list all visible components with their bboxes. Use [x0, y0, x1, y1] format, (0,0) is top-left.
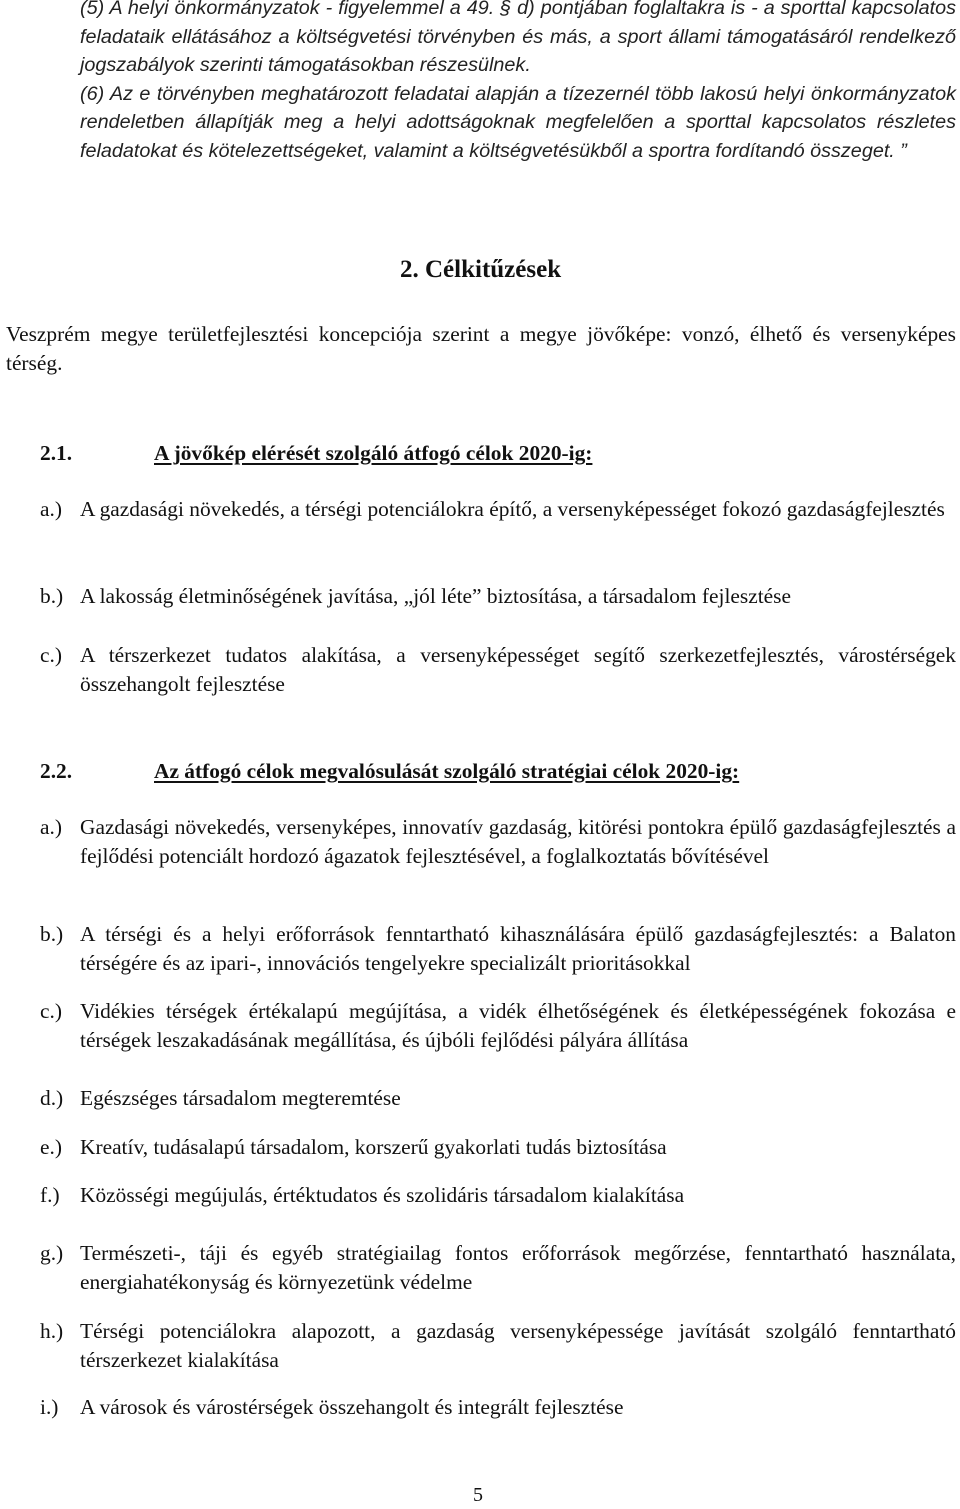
list-item-text: Térségi potenciálokra alapozott, a gazdaság versenyképessége javítását szolgáló fenntartható térszerkezet kialakítása — [80, 1319, 956, 1373]
list-item — [40, 1317, 956, 1375]
list-item — [40, 582, 956, 611]
list-item — [40, 1181, 956, 1210]
list-item-text: Természeti-, táji és egyéb stratégiailag fontos erőforrások megőrzése, fenntartható használata, energiahatékonyság és környezetünk védelme — [80, 1241, 956, 1295]
list-item — [40, 1239, 956, 1297]
list-item-text: A lakosság életminőségének javítása, „jól léte” biztosítása, a társadalom fejlesztése — [80, 584, 791, 608]
subsection-title: Az átfogó célok megvalósulását szolgáló stratégiai célok 2020-ig: — [154, 759, 740, 783]
list-item-text: Gazdasági növekedés, versenyképes, innovatív gazdaság, kitörési pontokra épülő gazdaságfejlesztés a fejlődési potenciált hordozó ágazatok fejlesztésével, a foglalkoztatás bővítésével — [80, 815, 956, 869]
list-item-text: A gazdasági növekedés, a térségi potenciálokra építő, a versenyképességet fokozó gazdaságfejlesztés — [80, 497, 945, 521]
list-item — [40, 997, 956, 1055]
list-item-label: g.) — [40, 1241, 64, 1265]
list-item-text: A városok és várostérségek összehangolt és integrált fejlesztése — [80, 1395, 624, 1419]
section-heading: 2. Célkitűzések — [400, 256, 562, 283]
section-intro: Veszprém megye területfejlesztési koncepciója szerint a megye jövőképe: vonzó, élhető és versenyképes térség. — [6, 322, 956, 375]
list-item-label: b.) — [40, 922, 64, 946]
list-item-label: f.) — [40, 1183, 60, 1207]
list-item — [40, 641, 956, 699]
subsection-title: A jövőkép elérését szolgáló átfogó célok 2020-ig: — [154, 441, 593, 465]
list-item-label: c.) — [40, 999, 62, 1023]
law-quote — [80, 0, 956, 166]
list-item-text: A térszerkezet tudatos alakítása, a versenyképességet segítő szerkezetfejlesztés, várostérségek összehangolt fejlesztése — [80, 643, 956, 697]
list-item — [40, 813, 956, 871]
subsection-number: 2.1. — [40, 441, 73, 465]
list-item-label: a.) — [40, 815, 62, 839]
list-item-label: b.) — [40, 584, 64, 608]
list-item-label: h.) — [40, 1319, 64, 1343]
list-item — [40, 920, 956, 978]
list-item — [40, 1133, 956, 1162]
quote-paragraph-6: (6) Az e törvényben meghatározott feladatai alapján a tízezernél több lakosú helyi önkormányzatok rendeletben állapítják meg a helyi adottságoknak megfelelően a sporttal kapcsolatos részletes feladatokat és kötelezettségeket, valamint a költségvetésükből a sportra fordítandó összeget. ” — [80, 82, 956, 162]
list-item-label: i.) — [40, 1395, 59, 1419]
page-number: 5 — [473, 1484, 483, 1506]
quote-paragraph-5: (5) A helyi önkormányzatok - figyelemmel a 49. § d) pontjában foglaltakra is - a sporttal kapcsolatos feladataik ellátásához a költségvetési törvényben és más, a sport állami támogatásáról rendelkező jogszabályok szerinti támogatásokban részesülnek. — [80, 0, 956, 77]
list-item — [40, 1393, 956, 1422]
list-item-text: Egészséges társadalom megteremtése — [80, 1086, 401, 1110]
list-item-label: a.) — [40, 497, 62, 521]
list-item-text: A térségi és a helyi erőforrások fenntartható kihasználására épülő gazdaságfejlesztés: a Balaton térségére és az ipari-, innovációs tengelyekre specializált prioritásokkal — [80, 922, 956, 976]
list-item — [40, 1084, 956, 1113]
list-item — [40, 495, 956, 524]
list-item-text: Közösségi megújulás, értéktudatos és szolidáris társadalom kialakítása — [80, 1183, 685, 1207]
list-item-text: Kreatív, tudásalapú társadalom, korszerű gyakorlati tudás biztosítása — [80, 1135, 667, 1159]
subsection-number: 2.2. — [40, 759, 73, 783]
list-item-text: Vidékies térségek értékalapú megújítása, a vidék élhetőségének és életképességének fokozása e térségek leszakadásának megállítása, és újbóli fejlődési pályára állítása — [80, 999, 956, 1053]
list-item-label: d.) — [40, 1086, 64, 1110]
list-item-label: c.) — [40, 643, 62, 667]
list-item-label: e.) — [40, 1135, 62, 1159]
